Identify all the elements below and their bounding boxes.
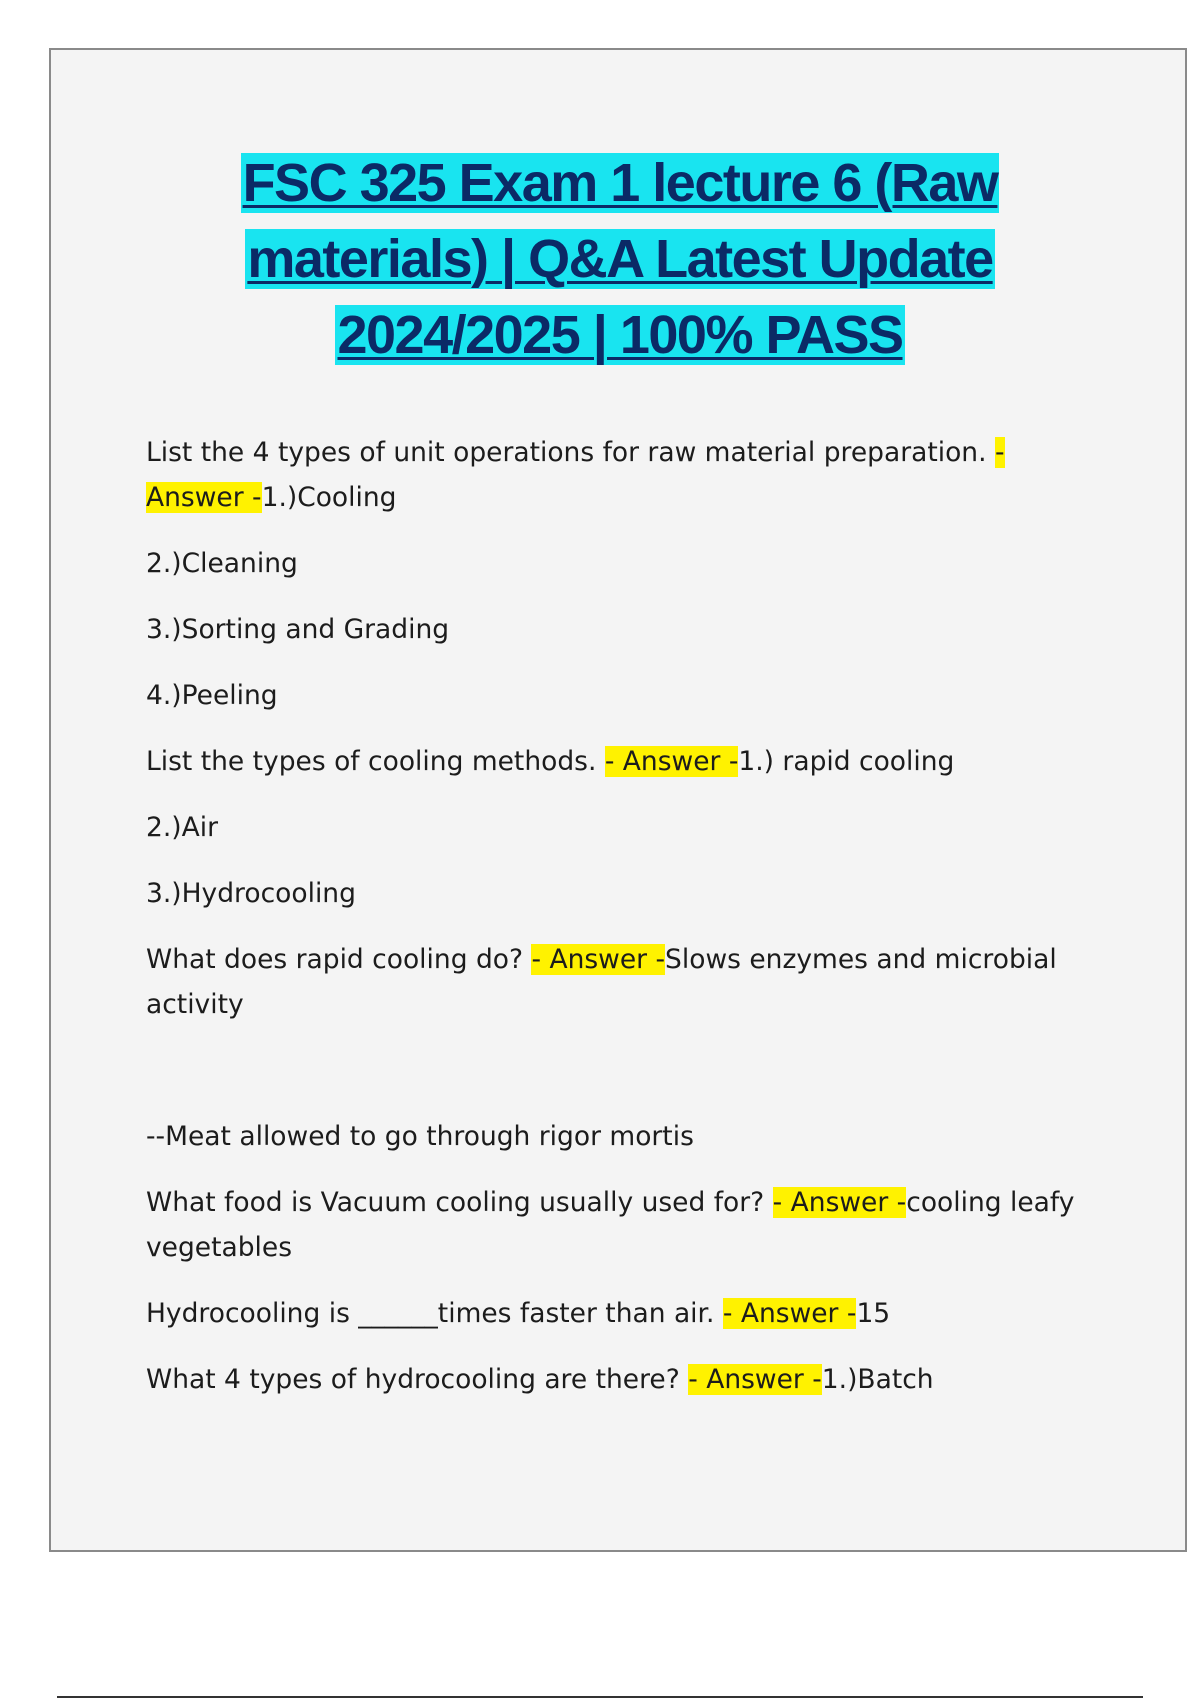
qa-content [146,430,1096,1423]
bottom-divider [57,1696,1143,1698]
question-text: What food is Vacuum cooling usually used for? [146,1187,773,1218]
qa-item [146,1357,1096,1402]
qa-item [146,1180,1096,1270]
question-text: What 4 types of hydrocooling are there? [146,1364,689,1395]
answer-text: 1.)Batch [821,1364,934,1395]
qa-item [146,1291,1096,1336]
answer-line: 2.)Cleaning [146,548,298,579]
answer-line: 3.)Sorting and Grading [146,614,450,645]
question-text: Hydrocooling is ______times faster than air. [146,1298,723,1329]
answer-marker: - Answer - [146,437,1005,513]
question-text: List the 4 types of unit operations for raw material preparation. [146,437,995,468]
qa-item [146,430,1096,520]
answer-marker: - Answer - [688,1364,822,1395]
answer-text: Slows enzymes and microbial activity [146,944,1057,1020]
title-line-2: materials) | Q&A Latest Update [247,229,993,289]
answer-text: 1.)Cooling [261,482,397,513]
answer-text: cooling leafy vegetables [146,1187,1075,1263]
qa-item [146,739,1096,784]
answer-text: 1.) rapid cooling [738,746,955,777]
answer-line: 4.)Peeling [146,680,278,711]
document-title [110,145,1130,373]
question-text: What does rapid cooling do? [146,944,532,975]
answer-marker: - Answer - [772,1187,907,1218]
answer-marker: - Answer - [531,944,666,975]
title-line-3: 2024/2025 | 100% PASS [337,305,903,365]
answer-line: 2.)Air [146,812,219,843]
answer-marker: - Answer - [722,1298,857,1329]
title-line-1: FSC 325 Exam 1 lecture 6 (Raw [242,153,998,213]
answer-line: 3.)Hydrocooling [146,878,356,909]
question-text: List the types of cooling methods. [146,746,605,777]
qa-item [146,937,1096,1027]
answer-line: --Meat allowed to go through rigor mortis [146,1121,694,1152]
answer-marker: - Answer - [604,746,739,777]
answer-text: 15 [856,1298,891,1329]
